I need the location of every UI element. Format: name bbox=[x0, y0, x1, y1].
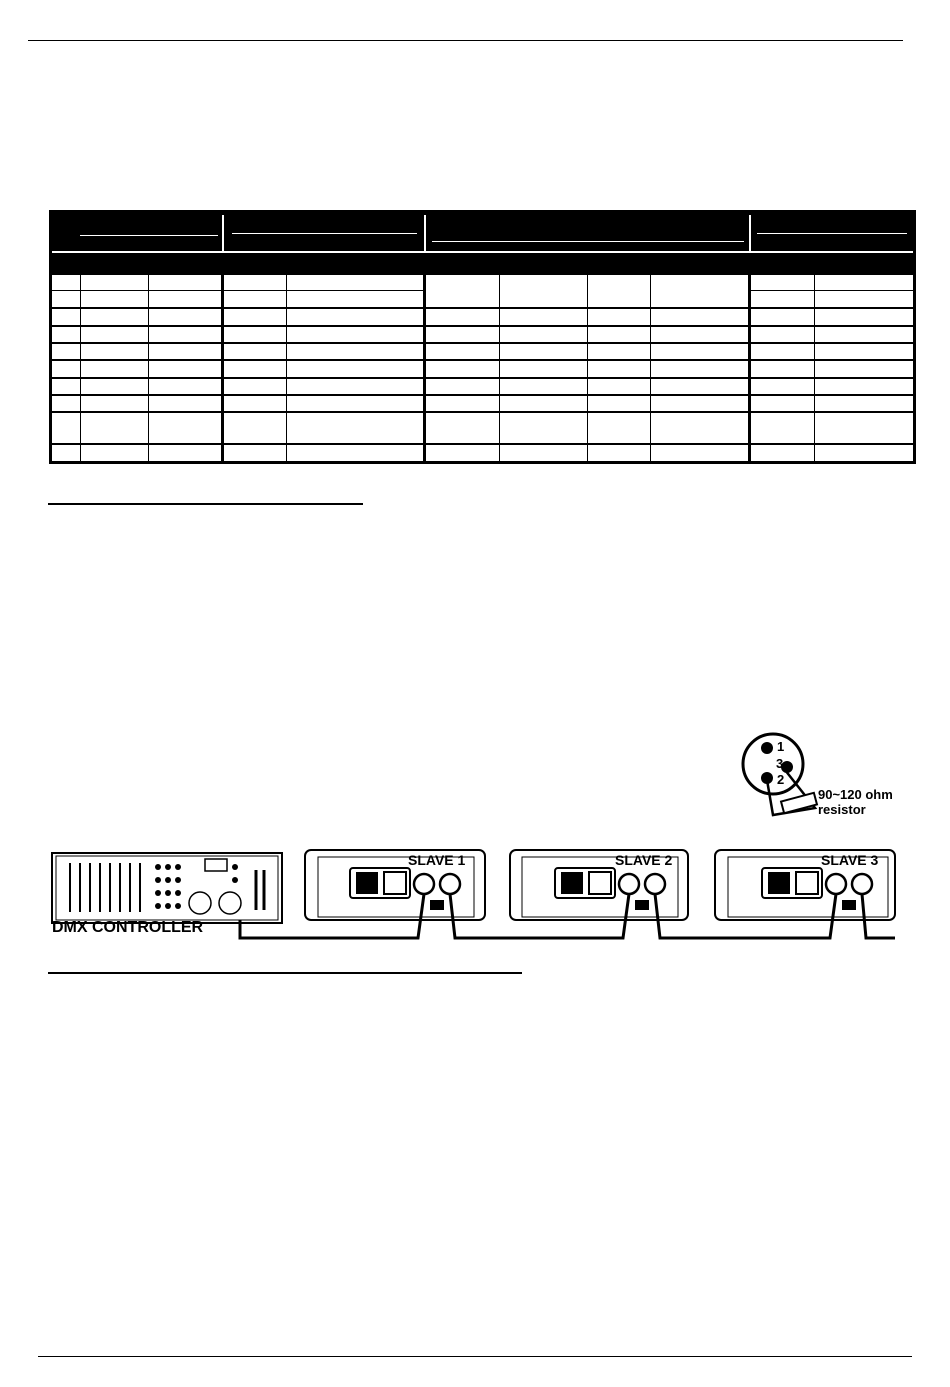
pin-3-label: 3 bbox=[776, 756, 784, 771]
table-header-band bbox=[52, 213, 913, 251]
resistor-label: 90~120 ohm bbox=[818, 787, 893, 802]
pin-1-label: 1 bbox=[777, 739, 785, 754]
dmx-controller-label: DMX CONTROLLER bbox=[52, 919, 204, 936]
dmx-controller-icon bbox=[52, 853, 282, 923]
top-rule bbox=[28, 40, 903, 41]
pin-2-label: 2 bbox=[777, 772, 785, 787]
section-heading-underline bbox=[48, 503, 363, 505]
slave-1-label: SLAVE 1 bbox=[408, 852, 466, 868]
section-heading-underline-2 bbox=[48, 972, 522, 974]
resistor-label-line2: resistor bbox=[818, 802, 866, 817]
dmx-channel-table bbox=[49, 210, 916, 464]
slave-3-label: SLAVE 3 bbox=[821, 852, 879, 868]
table-subheader-band bbox=[52, 253, 913, 273]
slave-2-label: SLAVE 2 bbox=[615, 852, 673, 868]
bottom-rule bbox=[38, 1356, 912, 1357]
